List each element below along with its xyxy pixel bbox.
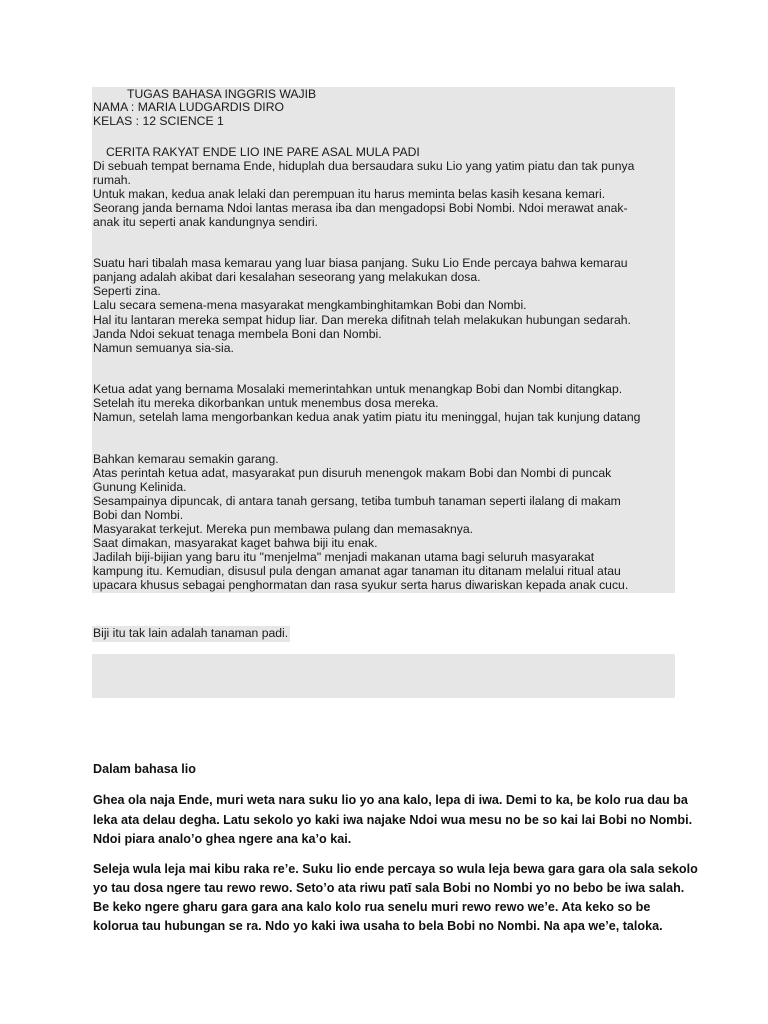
paragraph-line: Di sebuah tempat bernama Ende, hiduplah dua bersaudara suku Lio yang yatim piatu dan tak punya bbox=[93, 159, 635, 173]
lio-heading: Dalam bahasa lio bbox=[93, 762, 196, 776]
lio-paragraph-line: Ghea ola naja Ende, muri weta nara suku lio yo ana kalo, lepa di iwa. Demi to ka, be kolo rua dau ba bbox=[93, 793, 688, 807]
lio-paragraph-line: Seleja wula leja mai kibu raka re’e. Suku lio ende percaya so wula leja bewa gara gara ola sala sekolo bbox=[93, 862, 698, 876]
paragraph-line: Setelah itu mereka dikorbankan untuk menembus dosa mereka. bbox=[93, 396, 439, 410]
paragraph-line: Namun, setelah lama mengorbankan kedua anak yatim piatu itu meninggal, hujan tak kunjung datang bbox=[93, 410, 641, 424]
lio-paragraph-line: Be keko ngere gharu gara gara ana kalo kolo rua senelu muri rewo rewo we’e. Ata keko so be bbox=[93, 900, 651, 914]
assignment-title: TUGAS BAHASA INGGRIS WAJIB bbox=[127, 87, 317, 101]
paragraph-line: Jadilah biji-bijian yang baru itu "menjelma" menjadi makanan utama bagi seluruh masyarakat bbox=[93, 550, 595, 564]
lio-paragraph-line: kolorua tau hubungan se ra. Ndo yo kaki iwa usaha to bela Bobi no Nombi. Na apa we’e, taloka. bbox=[93, 919, 663, 933]
paragraph-line: Seperti zina. bbox=[93, 284, 161, 298]
paragraph-line: panjang adalah akibat dari kesalahan seseorang yang melakukan dosa. bbox=[93, 270, 481, 284]
paragraph-line: rumah. bbox=[93, 173, 131, 187]
paragraph-line: Atas perintah ketua adat, masyarakat pun disuruh menengok makam Bobi dan Nombi di puncak bbox=[93, 466, 612, 480]
paragraph-line: Masyarakat terkejut. Mereka pun membawa pulang dan memasaknya. bbox=[93, 522, 474, 536]
paragraph-line: Untuk makan, kedua anak lelaki dan perempuan itu harus meminta belas kasih kesana kemari. bbox=[93, 187, 606, 201]
student-class: KELAS : 12 SCIENCE 1 bbox=[93, 114, 224, 128]
paragraph-line: kampung itu. Kemudian, disusul pula dengan amanat agar tanaman itu ditanam melalui ritual atau bbox=[93, 564, 621, 578]
lio-paragraph-line: leka ata delau degha. Latu sekolo yo kaki iwa najake Ndoi wua mesu no be so kai lai Bobi no Nombi. bbox=[93, 813, 693, 827]
paragraph-line: upacara khusus sebagai penghormatan dan rasa syukur serta harus diwariskan kepada anak cucu. bbox=[93, 578, 629, 592]
paragraph-line: Gunung Kelinida. bbox=[93, 480, 187, 494]
paragraph-line: Sesampainya dipuncak, di antara tanah gersang, tetiba tumbuh tanaman seperti ilalang di makam bbox=[93, 494, 621, 508]
closing-highlight bbox=[92, 626, 290, 642]
paragraph-line: Bahkan kemarau semakin garang. bbox=[93, 452, 279, 466]
paragraph-line: Seorang janda bernama Ndoi lantas merasa iba dan mengadopsi Bobi Nombi. Ndoi merawat anak- bbox=[93, 201, 628, 215]
paragraph-line: Hal itu lantaran mereka sempat hidup liar. Dan mereka difitnah telah melakukan hubungan sedarah. bbox=[93, 313, 631, 327]
empty-highlight-block bbox=[92, 654, 675, 698]
closing-line: Biji itu tak lain adalah tanaman padi. bbox=[93, 626, 289, 640]
lio-paragraph-line: yo tau dosa ngere tau rewo rewo. Seto’o ata riwu patī sala Bobi no Nombi yo no bebo be iwa salah. bbox=[93, 881, 685, 895]
paragraph-line: Bobi dan Nombi. bbox=[93, 508, 184, 522]
paragraph-line: anak itu seperti anak kandungnya sendiri. bbox=[93, 215, 318, 229]
lio-paragraph-line: Ndoi piara analo’o ghea ngere ana ka’o kai. bbox=[93, 832, 352, 846]
story-title: CERITA RAKYAT ENDE LIO INE PARE ASAL MULA PADI bbox=[106, 145, 420, 159]
paragraph-line: Janda Ndoi sekuat tenaga membela Boni dan Nombi. bbox=[93, 327, 382, 341]
paragraph-line: Ketua adat yang bernama Mosalaki memerintahkan untuk menangkap Bobi dan Nombi ditangkap. bbox=[93, 382, 623, 396]
paragraph-line: Lalu secara semena-mena masyarakat mengkambinghitamkan Bobi dan Nombi. bbox=[93, 298, 527, 312]
paragraph-line: Namun semuanya sia-sia. bbox=[93, 341, 234, 355]
student-name: NAMA : MARIA LUDGARDIS DIRO bbox=[93, 100, 284, 114]
paragraph-line: Saat dimakan, masyarakat kaget bahwa biji itu enak. bbox=[93, 536, 378, 550]
paragraph-line: Suatu hari tibalah masa kemarau yang luar biasa panjang. Suku Lio Ende percaya bahwa kemarau bbox=[93, 256, 628, 270]
